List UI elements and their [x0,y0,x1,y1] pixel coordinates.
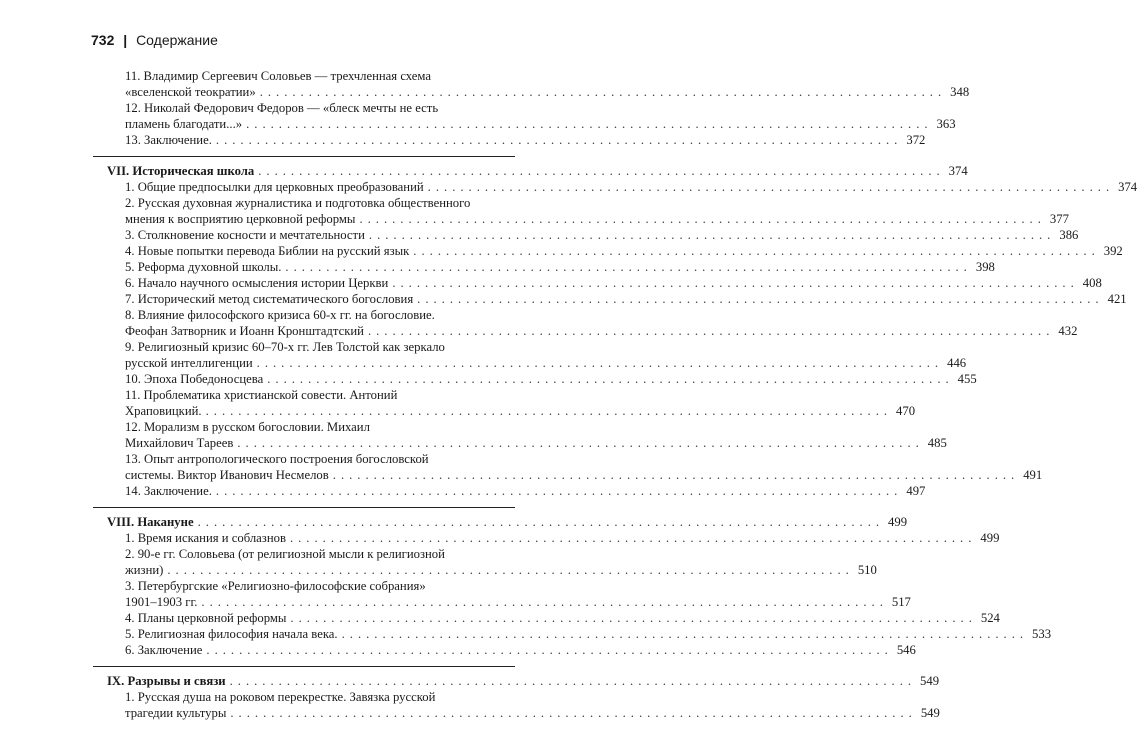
toc-entry-lastline [107,514,908,530]
toc-page-number: 546 [896,643,916,657]
toc-entry[interactable] [93,483,926,499]
leader-dots: .................................................................................... [367,324,1055,338]
leader-dots: .................................................................................... [259,85,947,99]
toc-entry[interactable] [93,243,1123,259]
toc-entry-lastline [125,403,916,419]
section-divider [93,507,515,508]
toc-entry-line: 11. Владимир Сергеевич Соловьев — трехчленная схема [125,69,432,83]
leader-dots: .................................................................................... [290,611,977,625]
toc-entry-label: 4. Новые попытки перевода Библии на русский язык [125,244,410,258]
toc-entry[interactable] [93,626,1052,642]
toc-entry-label: 14. Заключение. [125,484,212,498]
toc-page-number: 485 [927,436,947,450]
toc-entry-label: жизни) [125,563,164,577]
leader-dots: .................................................................................... [267,372,954,386]
toc-entry-line: 12. Морализм в русском богословии. Михаил [125,420,370,434]
toc-part-heading [93,163,968,179]
page-number: 732 [91,32,115,48]
leader-dots: .................................................................................... [359,212,1046,226]
header-title: Содержание [136,32,218,48]
toc-page-number: 499 [980,531,1000,545]
toc-page-number: 455 [957,372,977,386]
toc-page-number: 549 [920,706,940,720]
leader-dots: .................................................................................... [215,484,903,498]
toc-entry-line: 2. Русская духовная журналистика и подготовка общественного [125,196,471,210]
toc-page-number: 372 [906,133,926,147]
toc-page-number: 408 [1082,276,1102,290]
toc-entry-line: 8. Влияние философского кризиса 60-х гг. на богословие. [125,308,435,322]
leader-dots: .................................................................................... [341,627,1029,641]
toc-page-number: 392 [1103,244,1123,258]
leader-dots: .................................................................................... [332,468,1020,482]
toc-entry-lastline [125,626,1052,642]
toc-page-number: 497 [906,484,926,498]
leader-dots: .................................................................................... [167,563,854,577]
toc-entry[interactable] [93,387,916,419]
toc-page-number: 510 [857,563,877,577]
toc-entry-label: 5. Реформа духовной школы. [125,260,282,274]
toc-entry-label: системы. Виктор Иванович Несмелов [125,468,329,482]
toc-entry-line: 3. Петербургские «Религиозно-философские собрания» [125,579,426,593]
toc-entry-label: 1. Время искания и соблазнов [125,531,286,545]
toc-entry-label: 3. Столкновение косности и мечтательности [125,228,365,242]
toc-entry-lastline [125,355,967,371]
toc-page-number: 432 [1058,324,1078,338]
toc-entry[interactable] [93,179,1137,195]
toc-entry[interactable] [93,451,1043,483]
leader-dots: .................................................................................... [258,164,945,178]
toc-entry[interactable] [93,578,911,610]
toc-entry-lastline [107,163,968,179]
toc-entry[interactable] [93,419,947,451]
toc-page-number: 374 [1118,180,1137,194]
toc-entry-label: «вселенской теократии» [125,85,256,99]
toc-entry-lastline [125,610,1000,626]
toc-page-number: 499 [888,515,908,529]
toc-entry-label: 7. Исторический метод систематического богословия [125,292,414,306]
toc-entry-line: 9. Религиозный кризис 60–70-х гг. Лев Толстой как зеркало [125,340,445,354]
toc-entry-lastline [125,275,1102,291]
leader-dots: .................................................................................... [289,531,977,545]
toc-entry-label: Михайлович Тареев [125,436,234,450]
header-separator: | [123,32,128,48]
toc-page-number: 386 [1059,228,1079,242]
toc-entry-lastline [125,705,940,721]
toc-entry-label: VIII. Накануне [107,515,194,529]
toc-entry-lastline [125,84,970,100]
toc-page-number: 398 [975,260,995,274]
toc-entry-lastline [125,132,926,148]
toc-page-number: 524 [980,611,1000,625]
toc-entry-lastline [125,594,911,610]
toc-entry-lastline [125,243,1123,259]
toc-entry[interactable] [93,546,877,578]
toc-page-number: 377 [1049,212,1069,226]
leader-dots: .................................................................................... [413,244,1100,258]
toc-entry-label: Феофан Затворник и Иоанн Кронштадтский [125,324,364,338]
section-divider [93,156,515,157]
toc-entry-lastline [125,562,877,578]
toc-entry-label: VII. Историческая школа [107,164,255,178]
toc-page-number: 446 [947,356,967,370]
toc-entry-lastline [125,371,977,387]
toc-page-number: 363 [936,117,956,131]
toc-entry[interactable] [93,195,1069,227]
toc-entry-lastline [125,530,1000,546]
leader-dots: .................................................................................... [285,260,972,274]
leader-dots: .................................................................................... [417,292,1104,306]
toc-entry[interactable] [93,259,995,275]
leader-dots: .................................................................................... [215,133,903,147]
toc-entry-line: 12. Николай Федорович Федоров — «блеск мечты не есть [125,101,439,115]
toc-entry-lastline [125,291,1127,307]
leader-dots: .................................................................................... [256,356,944,370]
toc-entry[interactable] [93,132,926,148]
toc-entry-label: трагедии культуры [125,706,227,720]
leader-dots: .................................................................................... [230,706,917,720]
toc-entry-lastline [125,179,1137,195]
leader-dots: .................................................................................... [229,674,917,688]
toc-page-number: 491 [1023,468,1043,482]
toc-entry[interactable] [93,530,1000,546]
toc-entry[interactable] [93,689,940,721]
leader-dots: .................................................................................... [197,515,885,529]
toc-entry-label: 5. Религиозная философия начала века. [125,627,338,641]
toc-part-heading [93,514,908,530]
section-divider [93,666,515,667]
toc-entry[interactable] [93,371,977,387]
toc-entry-label: 10. Эпоха Победоносцева [125,372,264,386]
toc-entry[interactable] [93,227,1079,243]
toc-entry[interactable] [93,610,1000,626]
toc-page-number: 470 [896,404,916,418]
toc-entry[interactable] [93,307,1078,339]
toc-entry-lastline [125,642,916,658]
toc-entry-lastline [125,227,1079,243]
leader-dots: .................................................................................... [246,117,933,131]
toc-entry-lastline [125,467,1043,483]
leader-dots: .................................................................................... [368,228,1056,242]
toc-page-number: 549 [920,674,940,688]
toc-entry[interactable] [93,68,970,100]
leader-dots: .................................................................................... [427,180,1115,194]
toc-entry-label: мнения к восприятию церковной реформы [125,212,356,226]
toc-entry-label: пламень благодати...» [125,117,243,131]
toc-entry[interactable] [93,275,1102,291]
toc-entry-label: IX. Разрывы и связи [107,674,226,688]
toc-entry-label: 4. Планы церковной реформы [125,611,287,625]
toc-page-number: 374 [948,164,968,178]
toc-entry-label: Храповицкий. [125,404,202,418]
toc-entry-line: 13. Опыт антропологического построения богословской [125,452,429,466]
toc-page-number: 348 [950,85,970,99]
leader-dots: .................................................................................... [206,643,893,657]
toc-page-number: 533 [1032,627,1052,641]
toc-entry-line: 1. Русская душа на роковом перекрестке. Завязка русской [125,690,436,704]
toc-entry-lastline [125,211,1069,227]
toc-entry[interactable] [93,100,956,132]
toc-entry-lastline [107,673,940,689]
toc-entry-lastline [125,435,947,451]
toc-entry[interactable] [93,291,1127,307]
toc-entry-label: 6. Заключение [125,643,203,657]
leader-dots: .................................................................................... [392,276,1079,290]
toc-entry-line: 11. Проблематика христианской совести. Антоний [125,388,398,402]
toc-page-number: 421 [1107,292,1127,306]
toc-entry[interactable] [93,339,967,371]
toc-entry-lastline [125,259,995,275]
toc-entry-label: русской интеллигенции [125,356,253,370]
toc-entry-lastline [125,483,926,499]
toc-entry-label: 6. Начало научного осмысления истории Церкви [125,276,389,290]
leader-dots: .................................................................................... [201,595,888,609]
toc-entry-lastline [125,116,956,132]
toc-entry-label: 13. Заключение. [125,133,212,147]
leader-dots: .................................................................................... [205,404,893,418]
toc-entry-label: 1901–1903 гг. [125,595,198,609]
toc-entry-lastline [125,323,1078,339]
toc-entry-label: 1. Общие предпосылки для церковных преобразований [125,180,424,194]
toc-entry[interactable] [93,642,916,658]
toc-entry-line: 2. 90-е гг. Соловьева (от религиозной мысли к религиозной [125,547,445,561]
running-header [91,32,218,48]
table-of-contents [93,68,1137,721]
leader-dots: .................................................................................... [237,436,924,450]
toc-page-number: 517 [891,595,911,609]
toc-part-heading [93,673,940,689]
